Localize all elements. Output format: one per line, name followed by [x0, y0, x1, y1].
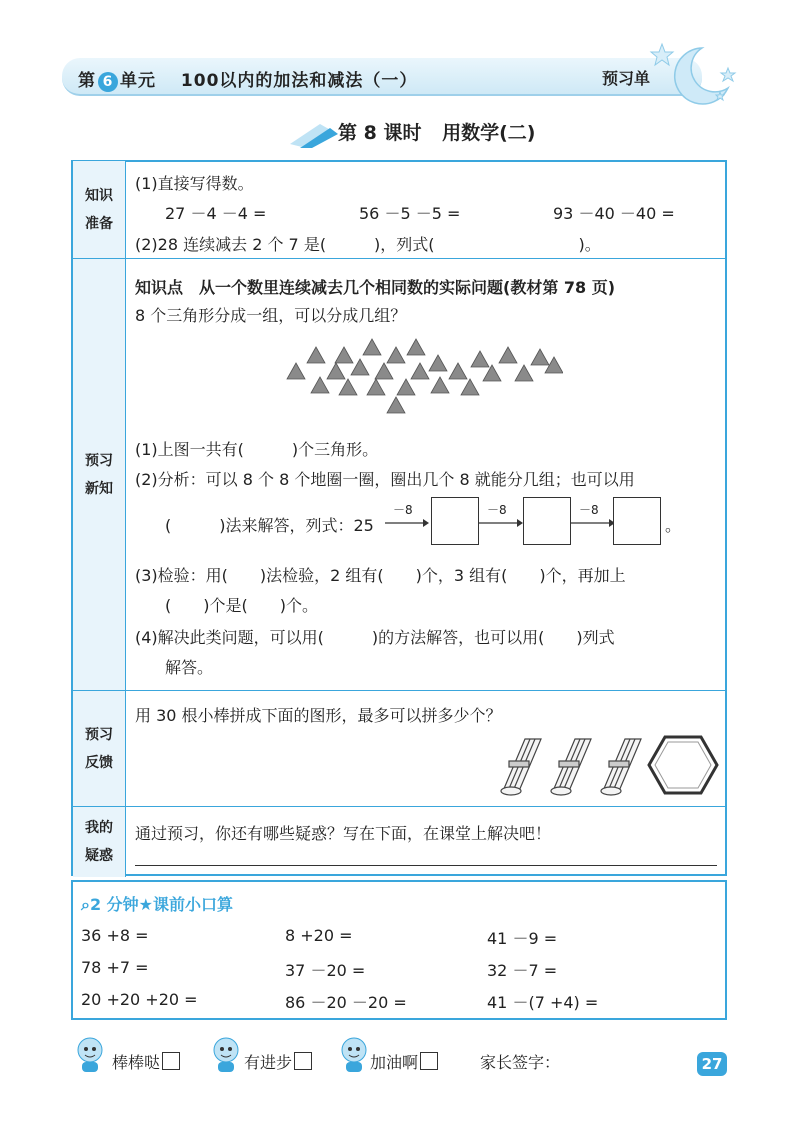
math-item: 41 －(7 +4) = [487, 993, 599, 1012]
triangle-icon [387, 397, 405, 413]
doc-type-label: 预习单 [602, 69, 651, 88]
math-item: 8 +20 = [285, 926, 353, 945]
knowledge-point: 知识点 从一个数里连续减去几个相同数的实际问题(教材第 78 页) [135, 278, 616, 297]
math-item: 86 －20 －20 = [285, 993, 407, 1012]
section-label [73, 161, 126, 258]
section-label [73, 807, 126, 877]
math-item: 36 +8 = [81, 926, 149, 945]
sticks-and-hexagon-figure [495, 731, 721, 797]
unit-suffix: 单元 [120, 71, 156, 91]
problem-text: 8 个三角形分成一组，可以分成几组？ [135, 306, 407, 325]
label-line-2: 反馈 [85, 755, 113, 771]
lesson-title [338, 118, 535, 145]
end-mark: 。 [665, 516, 682, 535]
new-q4-b: 解答。 [165, 658, 214, 677]
label-line-1: 知识 [85, 187, 113, 204]
magnifier-icon: ⌕ [81, 895, 90, 914]
triangle-icon [449, 363, 467, 379]
new-q4-a: (4)解决此类问题，可以用( )的方法解答，也可以用( )列式 [135, 628, 615, 647]
unit-name: 100以内的加法和减法（一） [180, 71, 418, 91]
triangles-figure [283, 335, 563, 425]
math-item: 20 +20 +20 = [81, 990, 198, 1009]
label-line-2: 疑惑 [85, 848, 113, 864]
math-item: 37 －20 = [285, 961, 366, 980]
section-prep [73, 161, 725, 258]
math-item: 78 +7 = [81, 958, 149, 977]
prep-q1: (1)直接写得数。 [135, 174, 254, 193]
triangle-icon [339, 379, 357, 395]
new-q2-a: (2)分析：可以 8 个 8 个地圈一圈，圈出几个 8 就能分几组；也可以用 [135, 470, 635, 489]
triangle-icon [531, 349, 549, 365]
rating-label: 棒棒哒 [112, 1053, 161, 1072]
stick-bundle-icon [601, 739, 641, 795]
rating-checkbox[interactable] [162, 1052, 180, 1070]
rating-keep-going [370, 1050, 438, 1073]
page-number: 27 [697, 1052, 727, 1076]
math-item: 41 －9 = [487, 929, 558, 948]
answer-box-3[interactable] [613, 497, 661, 545]
rating-label: 加油啊 [370, 1053, 419, 1072]
answer-box-1[interactable] [431, 497, 479, 545]
label-line-2: 准备 [85, 215, 113, 232]
arrow-label-3: －8 [579, 503, 599, 517]
label-line-1: 预习 [85, 453, 113, 469]
section-feedback [73, 690, 725, 807]
triangle-icon [431, 377, 449, 393]
triangle-icon [411, 363, 429, 379]
triangle-icon [471, 351, 489, 367]
answer-box-2[interactable] [523, 497, 571, 545]
triangle-icon [499, 347, 517, 363]
triangle-icon [397, 379, 415, 395]
arrow-label-1: －8 [393, 503, 413, 517]
lesson-number: 第 8 课时 [338, 122, 422, 144]
preview-table [71, 160, 727, 876]
hexagon-icon [649, 737, 717, 793]
stick-bundle-icon [501, 739, 541, 795]
section-new [73, 258, 725, 691]
triangle-icon [461, 379, 479, 395]
rating-checkbox[interactable] [420, 1052, 438, 1070]
math-item: 32 －7 = [487, 961, 558, 980]
mental-math-panel [71, 880, 727, 1020]
moon-stars-icon [640, 40, 740, 110]
mental-math-title [81, 892, 233, 915]
triangle-icon [351, 359, 369, 375]
doubts-prompt: 通过预习，你还有哪些疑惑？写在下面，在课堂上解决吧！ [135, 824, 552, 843]
unit-number-badge: 6 [98, 72, 118, 92]
arrow-label-2: －8 [487, 503, 507, 517]
section-doubts [73, 806, 725, 877]
new-q2-b: ( )法来解答，列式：25 [165, 516, 374, 535]
triangle-icon [407, 339, 425, 355]
triangle-icon [375, 363, 393, 379]
triangle-icon [367, 379, 385, 395]
triangle-icon [363, 339, 381, 355]
new-q3-a: (3)检验：用( )法检验，2 组有( )个，3 组有( )个，再加上 [135, 566, 626, 585]
rating-great [112, 1050, 180, 1073]
triangle-icon [327, 363, 345, 379]
stick-bundle-icon [551, 739, 591, 795]
unit-title [78, 66, 417, 92]
lesson-subtitle: 用数学(二) [442, 122, 536, 144]
parent-signature-label: 家长签字： [480, 1053, 561, 1072]
arrow-icon [479, 517, 523, 529]
section-label [73, 259, 126, 691]
section-label [73, 691, 126, 807]
rating-checkbox[interactable] [294, 1052, 312, 1070]
triangle-icon [287, 363, 305, 379]
triangle-icon [515, 365, 533, 381]
label-line-2: 新知 [85, 481, 113, 497]
triangle-icon [311, 377, 329, 393]
rating-label: 有进步 [244, 1053, 293, 1072]
triangle-icon [307, 347, 325, 363]
cartoon-kid-icon [206, 1034, 248, 1074]
mental-math-title-text: 2 分钟★课前小口算 [89, 895, 234, 914]
unit-prefix: 第 [78, 71, 96, 91]
feedback-question: 用 30 根小棒拼成下面的图形，最多可以拼多少个？ [135, 706, 502, 725]
label-line-1: 预习 [85, 727, 113, 743]
arrow-icon [571, 517, 615, 529]
triangle-icon [387, 347, 405, 363]
prep-expr-2: 56 －5 －5 = [359, 204, 461, 223]
triangle-icon [335, 347, 353, 363]
prep-expr-3: 93 －40 －40 = [553, 204, 675, 223]
new-q1: (1)上图一共有( )个三角形。 [135, 440, 379, 459]
answer-line[interactable] [135, 865, 717, 866]
prep-q2: (2)28 连续减去 2 个 7 是( )，列式( )。 [135, 235, 601, 254]
prep-expr-1: 27 －4 －4 = [165, 204, 267, 223]
arrow-icon [385, 517, 429, 529]
cartoon-kid-icon [70, 1034, 112, 1074]
label-line-1: 我的 [85, 820, 113, 836]
triangle-icon [429, 355, 447, 371]
new-q3-b: ( )个是( )个。 [165, 596, 318, 615]
rating-progress [244, 1050, 312, 1073]
